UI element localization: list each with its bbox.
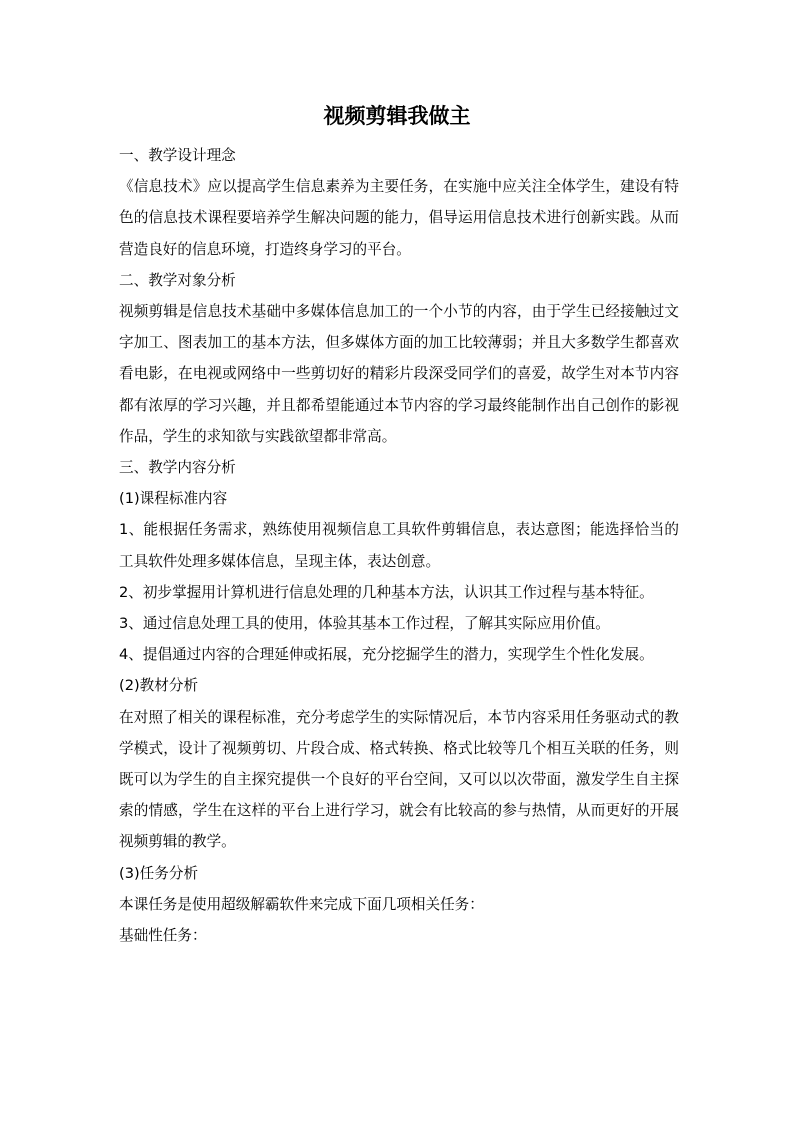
paragraph-basic-tasks: 基础性任务：	[119, 927, 207, 945]
list-item-standard-1: 1、能根据任务需求，熟练使用视频信息工具软件剪辑信息，表达意图；能选择恰当的工具软件处理多媒体信息，呈现主体，表达创意。	[119, 521, 679, 570]
subheading-textbook-analysis: (2)教材分析	[119, 677, 199, 695]
paragraph-design-concept: 《信息技术》应以提高学生信息素养为主要任务，在实施中应关注全体学生，建设有特色的信息技术课程要培养学生解决问题的能力，倡导运用信息技术进行创新实践。从而营造良好的信息环境，打造终身学习的平台。	[119, 178, 679, 258]
section-heading-student-analysis: 二、教学对象分析	[119, 271, 236, 289]
list-item-standard-3: 3、通过信息处理工具的使用，体验其基本工作过程，了解其实际应用价值。	[119, 615, 610, 633]
document-title: 视频剪辑我做主	[323, 103, 471, 128]
document-body	[119, 140, 679, 951]
subheading-task-analysis: (3)任务分析	[119, 864, 199, 882]
paragraph-textbook-analysis: 在对照了相关的课程标准，充分考虑学生的实际情况后，本节内容采用任务驱动式的教学模式，设计了视频剪切、片段合成、格式转换、格式比较等几个相互关联的任务，则既可以为学生的自主探究提供一个良好的平台空间，又可以以次带面，激发学生自主探索的情感，学生在这样的平台上进行学习，就会有比较高的参与热情，从而更好的开展视频剪辑的教学。	[119, 708, 679, 851]
list-item-standard-2: 2、初步掌握用计算机进行信息处理的几种基本方法，认识其工作过程与基本特征。	[119, 583, 654, 601]
section-heading-content-analysis: 三、教学内容分析	[119, 459, 236, 477]
section-heading-design-concept: 一、教学设计理念	[119, 147, 236, 164]
list-item-standard-4: 4、提倡通过内容的合理延伸或拓展，充分挖掘学生的潜力，实现学生个性化发展。	[119, 646, 654, 664]
paragraph-student-analysis: 视频剪辑是信息技术基础中多媒体信息加工的一个小节的内容，由于学生已经接触过文字加工、图表加工的基本方法，但多媒体方面的加工比较薄弱；并且大多数学生都喜欢看电影，在电视或网络中一些剪切好的精彩片段深受同学们的喜爱，故学生对本节内容都有浓厚的学习兴趣，并且都希望能通过本节内容的学习最终能制作出自己创作的影视作品，学生的求知欲与实践欲望都非常高。	[119, 303, 679, 445]
subheading-curriculum-standard: (1)课程标准内容	[119, 490, 228, 508]
paragraph-task-intro: 本课任务是使用超级解霸软件来完成下面几项相关任务：	[119, 895, 484, 913]
